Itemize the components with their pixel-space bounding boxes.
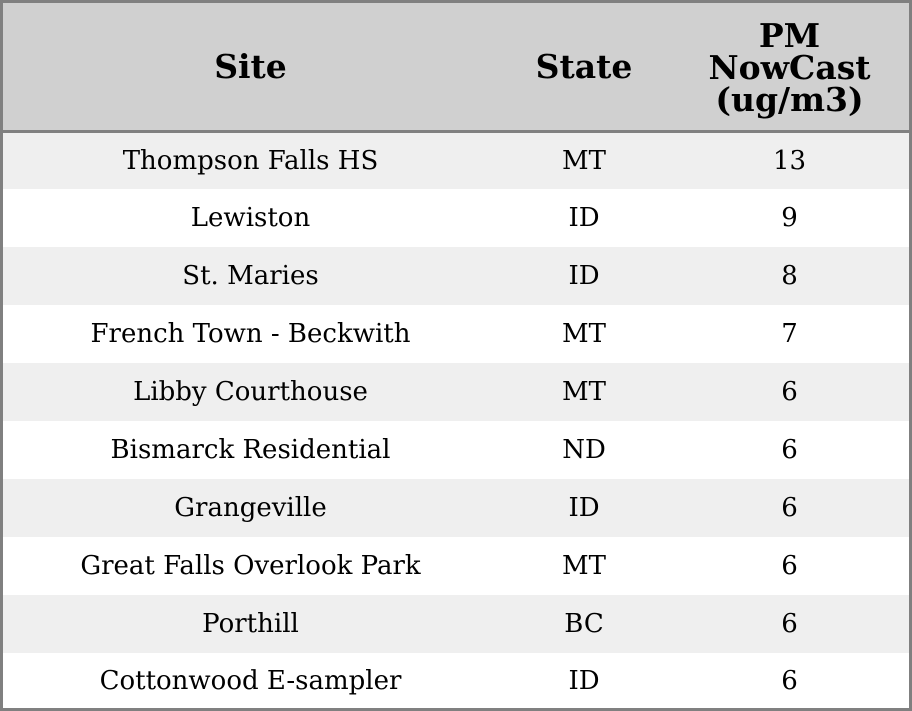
column-header-pm-line-3: (ug/m3) [715,79,864,119]
cell-pm-value: 6 [670,479,909,537]
cell-site: Grangeville [3,479,498,537]
table-row [3,189,909,247]
cell-site: Bismarck Residential [3,421,498,479]
column-header-site: Site [3,3,498,132]
column-header-state: State [498,3,670,132]
column-header-pm [670,3,909,132]
table-row [3,363,909,421]
cell-pm-value: 6 [670,653,909,708]
cell-site: Thompson Falls HS [3,132,498,190]
cell-state: MT [498,363,670,421]
cell-state: MT [498,132,670,190]
table-row [3,132,909,190]
cell-site: Lewiston [3,189,498,247]
column-header-pm-line-2: NowCast [708,47,871,87]
cell-pm-value: 6 [670,595,909,653]
table-header [3,3,909,132]
cell-pm-value: 6 [670,421,909,479]
cell-state: ID [498,479,670,537]
column-header-pm-line-1: PM [758,15,821,55]
cell-pm-value: 6 [670,363,909,421]
cell-state: MT [498,305,670,363]
cell-state: ND [498,421,670,479]
cell-state: MT [498,537,670,595]
cell-site: Porthill [3,595,498,653]
cell-pm-value: 6 [670,537,909,595]
cell-site: French Town - Beckwith [3,305,498,363]
table-row [3,653,909,708]
table-row [3,595,909,653]
pm-nowcast-table [3,3,909,708]
cell-state: ID [498,247,670,305]
cell-pm-value: 8 [670,247,909,305]
table-row [3,537,909,595]
cell-state: ID [498,189,670,247]
cell-state: ID [498,653,670,708]
table-row [3,479,909,537]
cell-site: Libby Courthouse [3,363,498,421]
cell-site: Cottonwood E-sampler [3,653,498,708]
table-row [3,247,909,305]
cell-state: BC [498,595,670,653]
table-row [3,305,909,363]
cell-pm-value: 7 [670,305,909,363]
table-row [3,421,909,479]
header-row [3,3,909,132]
cell-pm-value: 9 [670,189,909,247]
table-body [3,132,909,709]
cell-pm-value: 13 [670,132,909,190]
cell-site: Great Falls Overlook Park [3,537,498,595]
cell-site: St. Maries [3,247,498,305]
